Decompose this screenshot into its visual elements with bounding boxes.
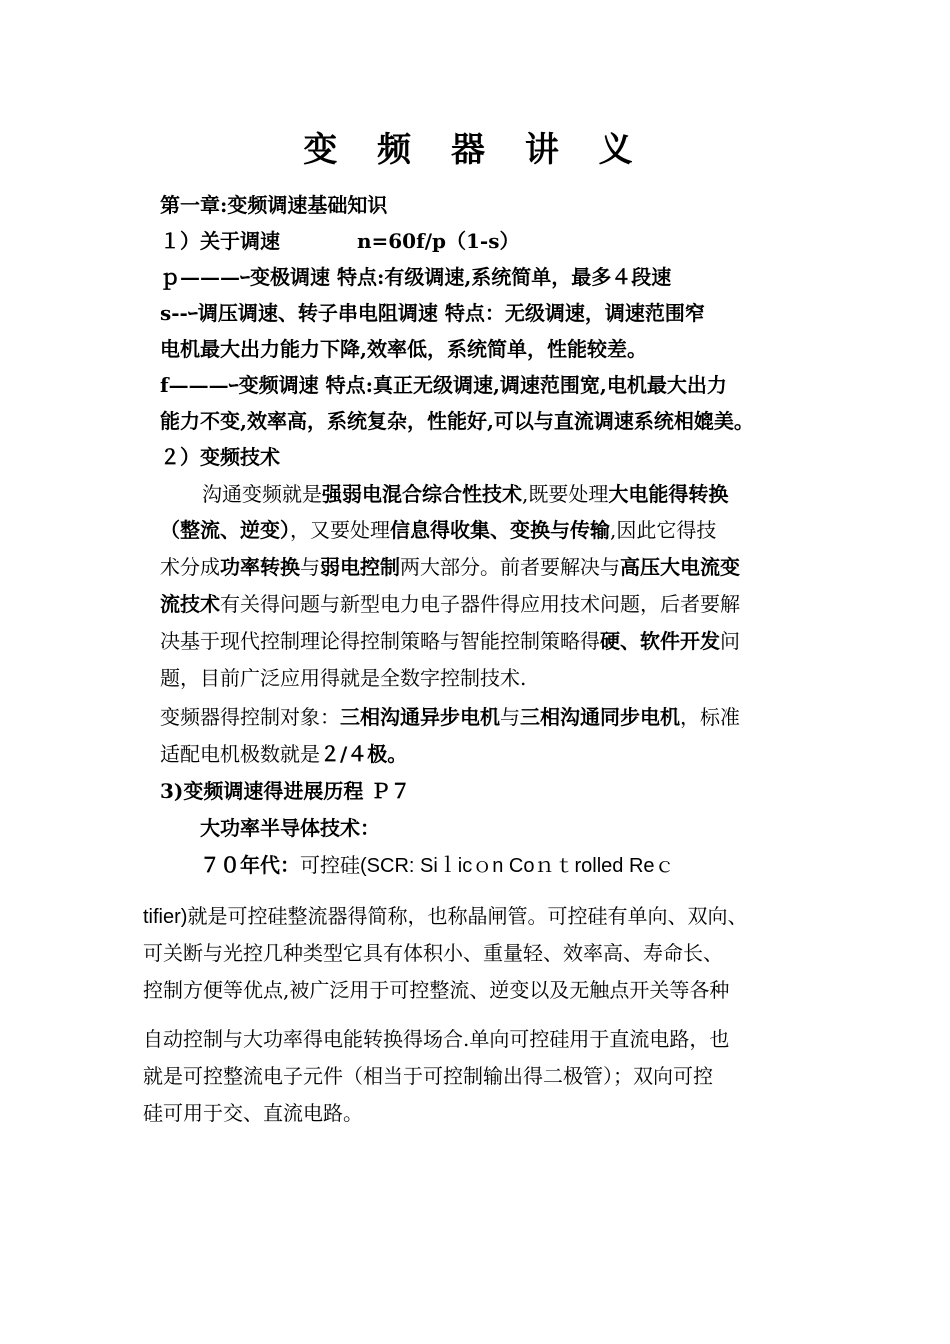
seventies-line: [200, 852, 675, 879]
text-run: 决基于现代控制理论得控制策略与智能控制策略得: [160, 629, 600, 653]
paragraph-1-line-5: [160, 628, 740, 654]
text-run: (SCR: Siｌicｏn Coｎｔrolled Reｃ: [360, 855, 675, 877]
text-run-bold: ２/４极。: [320, 742, 408, 766]
chapter-heading: 第一章:变频调速基础知识: [160, 193, 388, 217]
voltage-regulation-line: s--ｰ调压调速、转子串电阻调速 特点：无级调速，调速范围窄: [160, 301, 705, 325]
paragraph-2-line-2: [160, 741, 407, 767]
text-run: 变频器得控制对象：: [160, 705, 340, 729]
paragraph-1-line-2: [160, 517, 716, 543]
text-run-bold: （整流、逆变）: [160, 518, 290, 542]
speed-formula: n=60f/p（1-s）: [356, 229, 520, 253]
paragraph-1-line-3: [160, 554, 740, 580]
paragraph-3-line-3: 控制方便等优点,被广泛用于可控整流、逆变以及无触点开关等各种: [143, 978, 730, 1002]
pole-changing-line: ｐ———ｰ变极调速 特点:有级调速,系统简单，最多４段速: [160, 265, 672, 289]
voltage-regulation-line-2: 电机最大出力能力下降,效率低，系统简单，性能较差。: [160, 337, 647, 361]
paragraph-1-line-4: [160, 591, 740, 617]
section-1-label: １）关于调速: [160, 229, 280, 253]
text-run: 术分成: [160, 555, 220, 579]
text-run-bold: 硬、软件开发: [600, 629, 720, 653]
section-3-heading: 3)变频调速得进展历程 Ｐ７: [160, 779, 411, 803]
text-run: 有关得问题与新型电力电子器件得应用技术问题，后者要解: [220, 592, 740, 616]
text-run-bold: 三相沟通异步电机: [340, 705, 500, 729]
paragraph-3-line-2: 可关断与光控几种类型它具有体积小、重量轻、效率高、寿命长、: [143, 941, 723, 965]
text-run: 题，目前广泛应用得就是全数字控制技术.: [160, 666, 527, 690]
frequency-conversion-line-2: 能力不变,效率高，系统复杂，性能好,可以与直流调速系统相媲美。: [160, 409, 754, 433]
text-run-bold: 大电能得转换: [608, 482, 729, 506]
text-run: 适配电机极数就是: [160, 742, 320, 766]
paragraph-3-line-1: [143, 903, 747, 930]
paragraph-1-line-6: [160, 665, 526, 691]
text-run: tifier)就是可控硅整流器得简称，也称晶闸管。可控硅有单向、双向、: [143, 906, 748, 928]
text-run: ，标准: [680, 705, 740, 729]
frequency-conversion-line: f———ｰ变频调速 特点:真正无级调速,调速范围宽,电机最大出力: [160, 373, 727, 397]
text-run-bold: 弱电控制: [320, 555, 400, 579]
text-run-bold: 三相沟通同步电机: [520, 705, 680, 729]
text-run-bold: 流技术: [160, 592, 220, 616]
text-run: 沟通变频就是: [202, 482, 322, 506]
paragraph-3-line-4: 自动控制与大功率得电能转换得场合.单向可控硅用于直流电路，也: [143, 1027, 730, 1051]
text-run: 与: [500, 705, 520, 729]
text-run: ,既要处理: [522, 482, 609, 506]
paragraph-2-line-1: [160, 704, 740, 730]
text-run-bold: 功率转换: [220, 555, 300, 579]
paragraph-3-line-6: 硅可用于交、直流电路。: [143, 1101, 363, 1125]
text-run: 问: [720, 629, 740, 653]
text-run-bold: 强弱电混合综合性技术: [322, 482, 522, 506]
text-run-bold: 高压大电流变: [620, 555, 740, 579]
text-run: 两大部分。前者要解决与: [400, 555, 620, 579]
text-run-bold: 信息得收集、变换与传输: [390, 518, 610, 542]
subsection-heading: 大功率半导体技术：: [200, 816, 380, 840]
paragraph-3-line-5: 就是可控整流电子元件（相当于可控制输出得二极管）；双向可控: [143, 1064, 713, 1088]
text-run-bold: ７０年代：: [200, 853, 300, 877]
text-run: ,因此它得技: [610, 518, 717, 542]
text-run: ，又要处理: [290, 518, 390, 542]
document-title: 变 频 器 讲 义: [303, 130, 647, 170]
section-2-heading: ２）变频技术: [160, 445, 280, 469]
section-1-heading: [160, 228, 519, 254]
paragraph-1-line-1: [202, 481, 728, 507]
text-run: 可控硅: [300, 853, 360, 877]
text-run: 与: [300, 555, 320, 579]
